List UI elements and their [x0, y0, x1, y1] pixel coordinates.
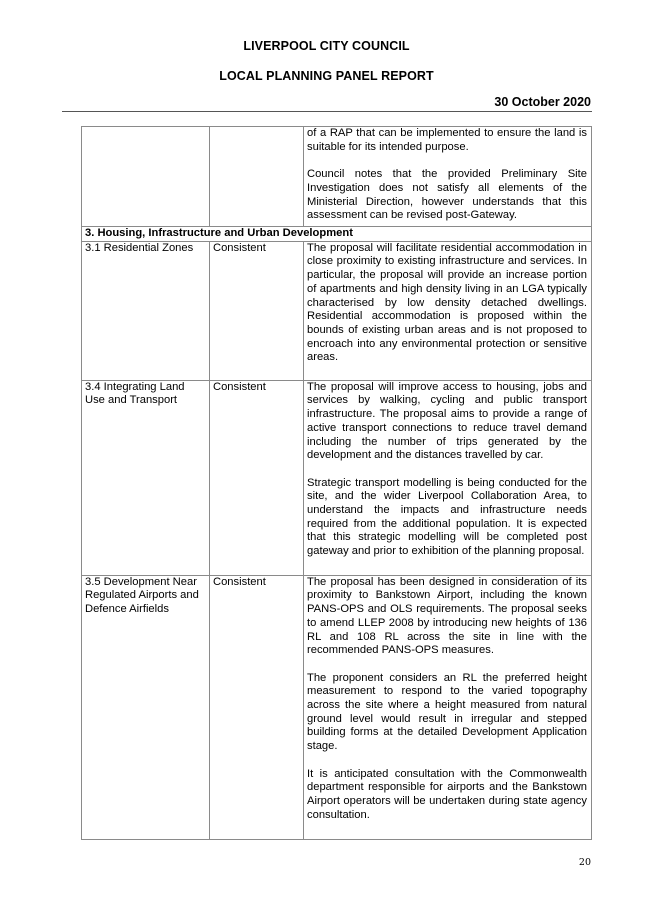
direction-cell: 3.4 Integrating Land Use and Transport: [82, 380, 210, 575]
comment-paragraph: The proposal has been designed in consideration of its proximity to Bankstown Airport, including the known PANS-OPS and OLS requirements. The proposal seeks to amend LLEP 2008 by introducing new heights of 136 RL and 108 RL across the site in line with the recommended PANS-OPS measures.: [307, 575, 587, 657]
comment-paragraph: Strategic transport modelling is being conducted for the site, and the wider Liverpool Collaboration Area, to understand the impacts and infrastructure needs required from the additional population. It is expected that this strategic modelling will be completed post gateway and prior to exhibition of the planning proposal.: [307, 476, 587, 558]
comment-cell: [304, 127, 592, 227]
status-cell: Consistent: [210, 380, 304, 575]
comment-cell: [304, 241, 592, 380]
comment-cell: [304, 575, 592, 839]
table-row: [82, 380, 592, 575]
council-name: LIVERPOOL CITY COUNCIL: [243, 39, 410, 53]
table-row: [82, 575, 592, 839]
comment-paragraph: The proponent considers an RL the preferred height measurement to respond to the varied topography across the site where a height measured from natural ground level would result in irregular and stepped building forms at the detailed Development Application stage.: [307, 671, 587, 753]
status-cell: [210, 127, 304, 227]
page-number: 20: [578, 857, 591, 868]
comment-paragraph: It is anticipated consultation with the Commonwealth department responsible for airports and the Bankstown Airport operators will be undertaken during state agency consultation.: [307, 767, 587, 821]
table-row: [82, 127, 592, 227]
comment-cell: [304, 380, 592, 575]
status-cell: Consistent: [210, 575, 304, 839]
direction-cell: [82, 127, 210, 227]
comment-paragraph: Council notes that the provided Preliminary Site Investigation does not satisfy all elements of the Ministerial Direction, however understands that this assessment can be revised post-Gateway.: [307, 168, 587, 222]
report-date: 30 October 2020: [494, 95, 591, 109]
section-heading: 3. Housing, Infrastructure and Urban Development: [82, 227, 592, 242]
direction-cell: 3.1 Residential Zones: [82, 241, 210, 380]
consistency-table: [81, 126, 592, 840]
table-row: [82, 241, 592, 380]
comment-paragraph: The proposal will facilitate residential accommodation in close proximity to existing infrastructure and services. In particular, the proposal will provide an increase portion of apartments and high density living in an LGA typically characterised by low density detached dwellings. Residential accommodation is proposed within the bounds of existing urban areas and is not proposed to encroach into any environmental protection or sensitive areas.: [307, 241, 587, 364]
section-heading-row: [82, 227, 592, 242]
comment-paragraph: The proposal will improve access to housing, jobs and services by walking, cycling and public transport infrastructure. The proposal aims to provide a range of active transport connections to reduce travel demand including the number of trips generated by the development and the distances travelled by car.: [307, 380, 587, 462]
status-cell: Consistent: [210, 241, 304, 380]
direction-cell: 3.5 Development Near Regulated Airports and Defence Airfields: [82, 575, 210, 839]
report-title: LOCAL PLANNING PANEL REPORT: [219, 69, 434, 83]
comment-paragraph: of a RAP that can be implemented to ensure the land is suitable for its intended purpose.: [307, 127, 587, 153]
header-divider: [62, 111, 592, 112]
